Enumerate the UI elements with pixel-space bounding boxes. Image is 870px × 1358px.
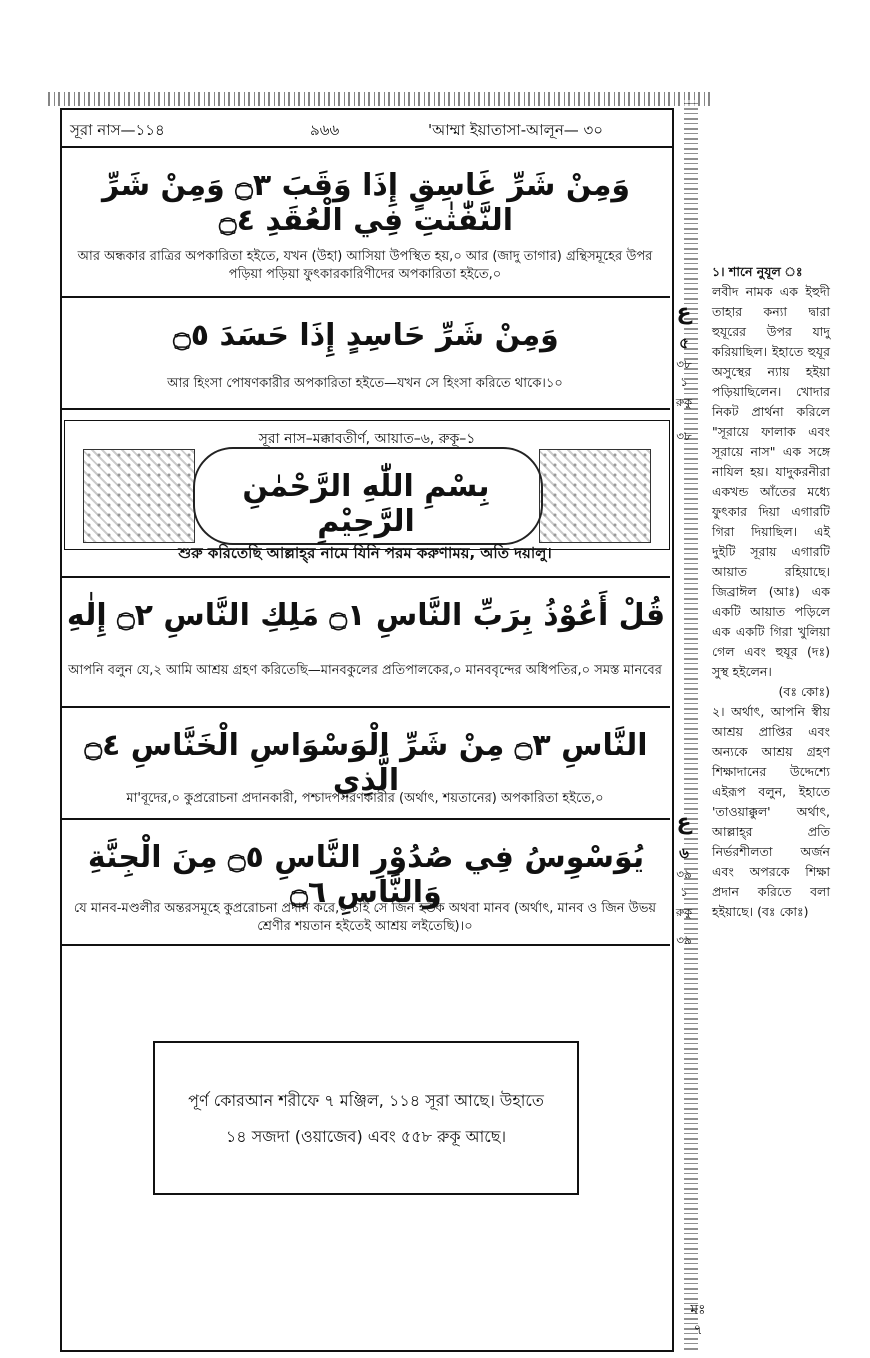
divider	[62, 706, 670, 708]
ruku-label-2: রুকু	[675, 906, 693, 919]
manzil-label: মঃ	[690, 1302, 706, 1318]
ruku-number-2: ৬	[679, 844, 689, 862]
note-2: ২। অর্থাৎ, আপনি স্বীয় আশ্রয় প্রাপ্তির এবং অন্যকে আশ্রয় গ্রহণ শিক্ষাদানের উদ্দেশ্যে এইরূপ বলুন, ইহাতে 'তাওয়াক্কুল' অর্থাৎ, আল্লাহ্‌র প্রতি নির্ভরশীলতা অর্জন এবং অপরকে শিক্ষা প্রদান করিতে বলা হইয়াছে। (বঃ কোঃ)	[712, 704, 830, 919]
ayah-3-4-nas-translation: মা'বূদের,০ কুপ্ররোচনা প্রদানকারী, পশ্চাদপসরণকারীর (অর্থাৎ, শয়তানের) অপকারিতা হইতে,০	[126, 791, 604, 806]
ayah-1-2-arabic: قُلْ أَعُوْذُ بِرَبِّ النَّاسِ ۝١ مَلِكِ النَّاسِ ۝٢ إِلٰهِ	[66, 598, 666, 633]
right-ornamental-border	[684, 100, 698, 1350]
divider	[62, 944, 670, 946]
ruku-count-1a: ৩৮	[676, 357, 692, 371]
manzil-number: ৭	[693, 1322, 703, 1338]
ruku-label-1: রুকু	[675, 396, 693, 409]
info-box	[153, 1041, 579, 1195]
info-line-1: পূর্ণ কোরআন শরীফে ৭ মঞ্জিল, ১১৪ সূরা আছে। উহাতে	[188, 1091, 544, 1110]
ayah-5-arabic: وَمِنْ شَرِّ حَاسِدٍ إِذَا حَسَدَ ۝٥	[173, 318, 559, 353]
ayah-3-4-arabic: وَمِنْ شَرِّ غَاسِقٍ إِذَا وَقَبَ ۝٣ وَمِنْ شَرِّ النَّفّٰثٰتِ فِي الْعُقَدِ ۝٤	[101, 168, 631, 238]
notes-title: ১। শানে নুযূল ঃ	[712, 264, 803, 279]
divider	[62, 296, 670, 298]
ayah-3-4-translation: আর অন্ধকার রাত্রির অপকারিতা হইতে, যখন (উহা) আসিয়া উপস্থিত হয়,০ আর (জাদু তাগার) গ্রন্থিসমূহের উপর পড়িয়া পড়িয়া ফুৎকারকারিণীদের অপকারিতা হইতে,০	[77, 249, 653, 282]
ayah-5-6-nas-translation: যে মানব-মণ্ডলীর অন্তরসমূহে কুপ্ররোচনা প্রদান করে,০ চাই সে জিন হউক অথবা মানব (অর্থাৎ, মানব ও জিন উভয় শ্রেণীর শয়তান হইতেই আশ্রয় লইতেছি)।০	[73, 901, 657, 934]
divider	[62, 408, 670, 410]
ayah-5-translation: আর হিংসা পোষণকারীর অপকারিতা হইতে—যখন সে হিংসা করিতে থাকে।১০	[167, 376, 563, 391]
manzil-marker	[686, 1300, 710, 1340]
ruku-mark-2: ع	[676, 810, 692, 835]
ruku-number-1: ৫	[679, 334, 689, 352]
ornament-left	[83, 449, 195, 543]
surah-label: সূরা নাস—১১৪	[70, 121, 165, 139]
ruku-count-1c: ৩৮	[676, 429, 692, 443]
divider	[62, 818, 670, 820]
note-1: লবীদ নামক এক ইহুদী তাহার কন্যা দ্বারা হুযূরের উপর যাদু করিয়াছিল। ইহাতে হুযূর অসুস্থের ন্যায় হইয়া পড়িয়াছিলেন। খোদার নিকট প্রার্থনা করিলে "সূরায়ে ফালাক এবং সূরায়ে নাস" এক সঙ্গে নাযিল হয়। যাদুকরনীরা একখন্ড আঁতের মধ্যে ফুৎকার দিয়া এগারটি গিরা দিয়াছিল। এই দুইটি সূরায় এগারটি আয়াত রহিয়াছে। জিব্রাঈল (আঃ) এক একটি আয়াত পড়িলে এক একটি গিরা খুলিয়া গেল এবং হুযূর (দঃ) সুস্থ হইলেন।	[712, 284, 830, 679]
ornament-right	[539, 449, 651, 543]
surah-meta: সূরা নাস–মক্কাবতীর্ণ, আয়াত–৬, রুকূ–১	[258, 431, 476, 447]
para-label: 'আম্মা ইয়াতাসা-আলূন— ৩০	[428, 121, 604, 139]
divider	[62, 576, 670, 578]
page-number: ৯৬৬	[310, 121, 340, 139]
ruku-count-1b: ১	[680, 375, 688, 389]
bismillah-arabic: بِسْمِ اللّٰهِ الرَّحْمٰنِ الرَّحِيْمِ	[242, 469, 490, 539]
ayah-5-6-nas-arabic: يُوَسْوِسُ فِي صُدُوْرِ النَّاسِ ۝٥ مِنَ الْجِنَّةِ وَالنَّاسِ ۝٦	[87, 840, 645, 910]
bismillah-translation: শুরু করিতেছি আল্লাহ্‌র নামে যিনি পরম করুণাময়, অতি দয়ালু।	[178, 544, 552, 562]
ruku-count-2a: ৩৯	[676, 867, 692, 881]
ruku-mark-1: ع	[676, 300, 692, 325]
note-1-source: (বঃ কোঃ)	[778, 684, 830, 699]
margin-notes	[712, 262, 830, 922]
ruku-count-2c: ৩৯	[676, 933, 692, 947]
ayah-1-2-translation: আপনি বলুন যে,২ আমি আশ্রয় গ্রহণ করিতেছি—মানবকুলের প্রতিপালকের,০ মানববৃন্দের অধিপতির,০ সমস্ত মানবের	[68, 663, 662, 678]
ruku-count-2b: ১	[680, 885, 688, 899]
top-ornamental-border	[48, 92, 713, 106]
ayah-3-4-nas-arabic: النَّاسِ ۝٣ مِنْ شَرِّ الْوَسْوَاسِ الْخَنَّاسِ ۝٤ الَّذِي	[84, 728, 648, 798]
info-line-2: ১৪ সজদা (ওয়াজেব) এবং ৫৫৮ রুকূ আছে।	[225, 1127, 507, 1146]
page-header	[60, 112, 672, 148]
surah-banner	[64, 420, 670, 550]
